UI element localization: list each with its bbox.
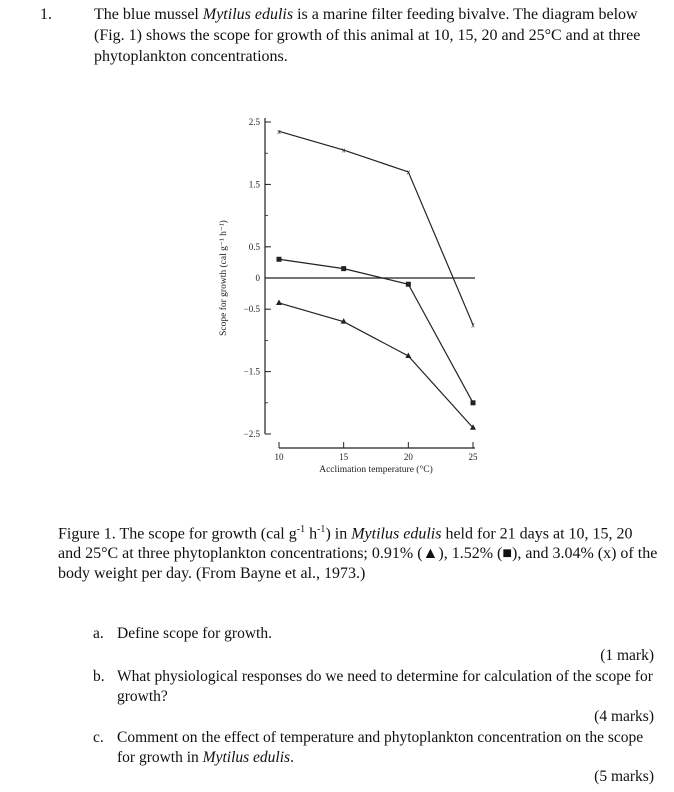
series-line-triangle bbox=[279, 303, 473, 428]
y-axis-title: Scope for growth (cal g⁻¹ h⁻¹) bbox=[219, 220, 229, 336]
y-tick-label: 2.5 bbox=[248, 117, 260, 127]
data-point-square bbox=[277, 257, 282, 262]
data-point-x: x bbox=[406, 169, 411, 177]
data-point-square bbox=[341, 266, 346, 271]
part-a-text: Define scope for growth. bbox=[117, 625, 272, 642]
part-b-label: b. bbox=[93, 668, 105, 685]
part-b-text: What physiological responses do we need to determine for calculation of the scope for growth? bbox=[117, 668, 653, 705]
y-tick-label: −2.5 bbox=[243, 429, 260, 439]
x-tick-label: 25 bbox=[468, 452, 478, 462]
part-c-text: Comment on the effect of temperature and phytoplankton concentration on the scope for growth in Mytilus edulis. bbox=[117, 729, 644, 766]
data-point-triangle bbox=[276, 299, 282, 305]
figure-caption: Figure 1. The scope for growth (cal $g^{-1}$ $h^{-1}$) in Mytilus edulis held for 21 days at 10, 15, 20 and 25°C at three phytoplankton concentrations; 0.91% (▲), 1.52% (■), and 3.04% (x) of the body weight per day. (From Bayne et al., 1973.) bbox=[58, 524, 658, 583]
question-intro: The blue mussel Mytilus edulis is a marine filter feeding bivalve. The diagram below (Fig. 1) shows the scope for growth of this animal at 10, 15, 20 and 25°C and at three phytoplankton concentrations. bbox=[94, 6, 641, 65]
y-tick-label: 0 bbox=[255, 273, 260, 283]
part-a-label: a. bbox=[93, 625, 104, 642]
x-tick-label: 10 bbox=[274, 452, 284, 462]
data-point-square bbox=[406, 282, 411, 287]
series-line-x bbox=[277, 128, 473, 324]
x-tick-label: 20 bbox=[403, 452, 413, 462]
part-c-marks: (5 marks) bbox=[594, 768, 654, 785]
y-tick-label: −1.5 bbox=[243, 366, 260, 377]
y-tick-label: 1.5 bbox=[248, 179, 260, 190]
part-b-marks: (4 marks) bbox=[594, 708, 654, 725]
y-tick-label: −0.5 bbox=[243, 304, 260, 315]
part-a-marks: (1 mark) bbox=[600, 647, 654, 664]
data-point-x: x bbox=[341, 147, 346, 155]
y-tick-label: 0.5 bbox=[248, 241, 260, 252]
data-point-square bbox=[471, 400, 476, 405]
part-c-label: c. bbox=[93, 729, 104, 746]
question-number: 1. bbox=[40, 6, 52, 23]
x-tick-label: 15 bbox=[339, 452, 349, 462]
data-point-x: x bbox=[277, 128, 281, 136]
x-axis-title: Acclimation temperature (°C) bbox=[319, 465, 433, 475]
data-point-x: x bbox=[471, 322, 475, 330]
series-line-square bbox=[279, 259, 473, 403]
